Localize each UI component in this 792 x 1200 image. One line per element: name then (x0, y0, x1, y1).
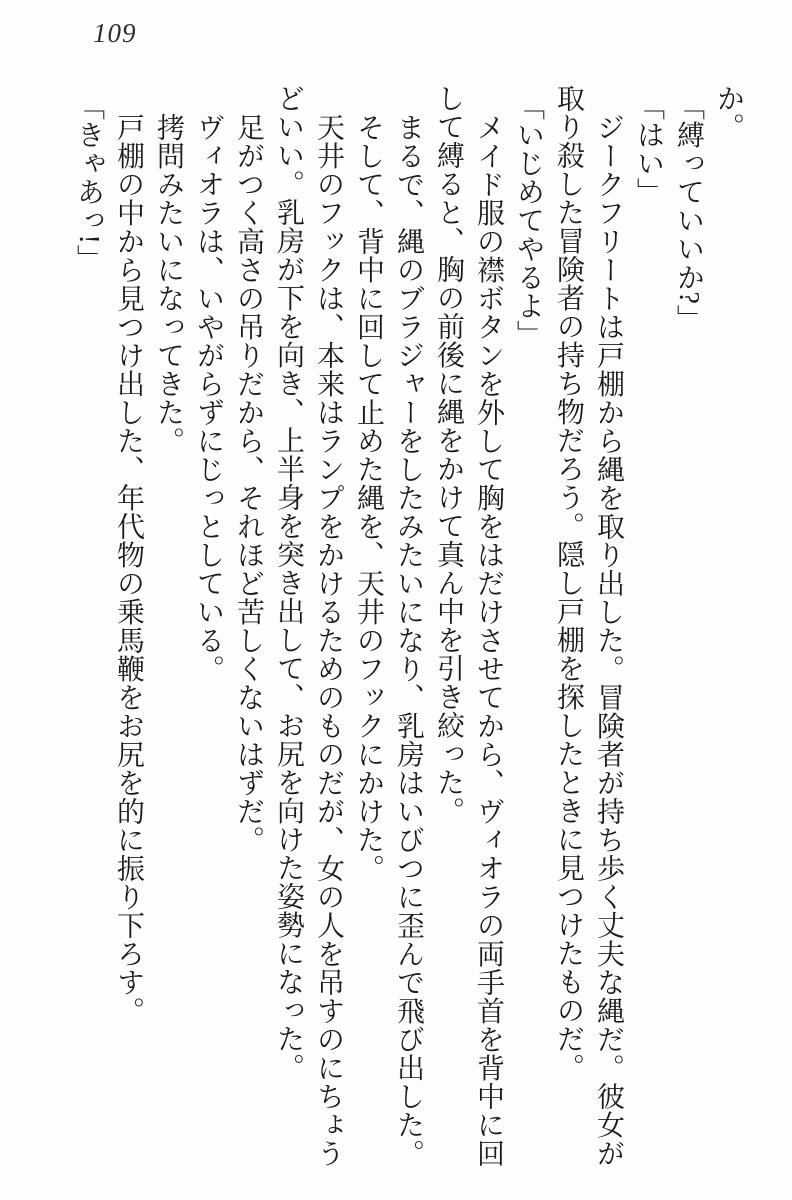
text-line: まるで、縄のブラジャーをしたみたいになり、乳房はいびつに歪んで飛び出した。 (393, 113, 424, 1168)
text-line: 拷問みたいになってきた。 (153, 113, 184, 455)
text-line: して縛ると、胸の前後に縄をかけて真ん中を引き絞った。 (433, 84, 464, 825)
text-line: 取り殺した冒険者の持ち物だろう。隠し戸棚を探したときに見つけたものだ。 (553, 84, 584, 1082)
text-line: ヴィオラは、いやがらずにじっとしている。 (193, 113, 224, 683)
text-line: どいい。乳房が下を向き、上半身を突き出して、お尻を向けた姿勢になった。 (273, 84, 304, 1082)
text-line: 天井のフックは、本来はランプをかけるためのものだが、女の人を吊すのにちょう (313, 113, 344, 1168)
text-line: 「はい」 (633, 92, 664, 206)
text-block (68, 84, 748, 1168)
text-line: 「きゃあっ!」 (73, 92, 104, 273)
text-line: か。 (713, 84, 744, 141)
text-line: 「縛っていいか?」 (673, 92, 704, 333)
text-line: 「いじめてやるよ」 (513, 92, 544, 349)
page-number: 109 (93, 18, 137, 48)
text-line: メイド服の襟ボタンを外して胸をはだけさせてから、ヴィオラの両手首を背中に回 (473, 113, 504, 1168)
text-line: ジークフリートは戸棚から縄を取り出した。冒険者が持ち歩く丈夫な縄だ。彼女が (593, 113, 624, 1168)
text-line: 足がつく高さの吊りだから、それほど苦しくないはずだ。 (233, 113, 264, 854)
text-line: 戸棚の中から見つけ出した、年代物の乗馬鞭をお尻を的に振り下ろす。 (113, 113, 144, 1025)
text-line: そして、背中に回して止めた縄を、天井のフックにかけた。 (353, 113, 384, 883)
